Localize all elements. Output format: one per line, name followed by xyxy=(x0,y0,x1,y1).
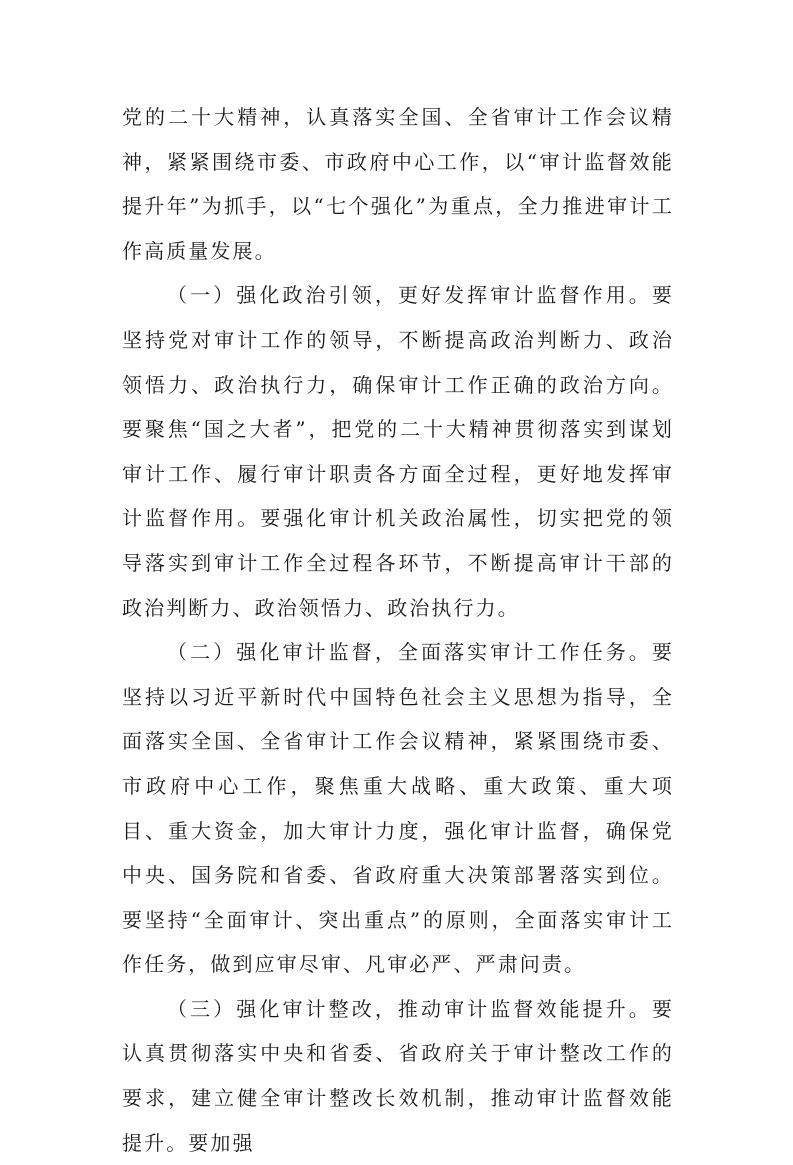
paragraph-intro: 党的二十大精神，认真落实全国、全省审计工作会议精神，紧紧围绕市委、市政府中心工作，以“审计监督效能提升年”为抓手，以“七个强化”为重点，全力推进审计工作高质量发展。 xyxy=(122,105,674,263)
paragraph-section-1: （一）强化政治引领，更好发挥审计监督作用。要坚持党对审计工作的领导，不断提高政治判断力、政治领悟力、政治执行力，确保审计工作正确的政治方向。要聚焦“国之大者”，把党的二十大精神贯彻落实到谋划审计工作、履行审计职责各方面全过程，更好地发挥审计监督作用。要强化审计机关政治属性，切实把党的领导落实到审计工作全过程各环节，不断提高审计干部的政治判断力、政治领悟力、政治执行力。 xyxy=(122,283,674,620)
paragraph-section-2: （二）强化审计监督，全面落实审计工作任务。要坚持以习近平新时代中国特色社会主义思想为指导，全面落实全国、全省审计工作会议精神，紧紧围绕市委、市政府中心工作，聚焦重大战略、重大政策、重大项目、重大资金，加大审计力度，强化审计监督，确保党中央、国务院和省委、省政府重大决策部署落实到位。要坚持“全面审计、突出重点”的原则，全面落实审计工作任务，做到应审尽审、凡审必严、严肃问责。 xyxy=(122,640,674,977)
paragraph-section-3: （三）强化审计整改，推动审计监督效能提升。要认真贯彻落实中央和省委、省政府关于审计整改工作的要求，建立健全审计整改长效机制，推动审计监督效能提升。要加强 xyxy=(122,996,674,1155)
document-body xyxy=(122,95,674,1165)
